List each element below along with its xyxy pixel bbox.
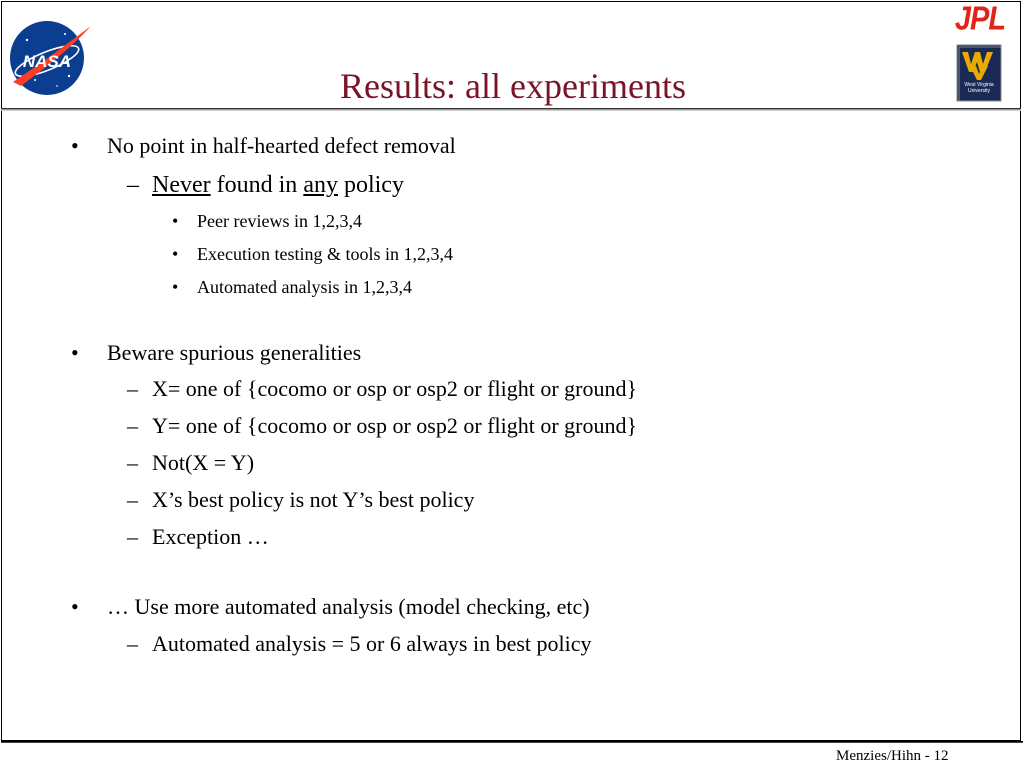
emphasis-never: Never [152, 172, 211, 198]
sub-sub-bullet-text: Peer reviews in 1,2,3,4 [197, 211, 362, 231]
bullet-marker: • [172, 244, 179, 264]
sub-bullet-text: Y= one of {cocomo or osp or osp2 or flight or ground} [152, 413, 638, 438]
sub-sub-bullet-text: Execution testing & tools in 1,2,3,4 [197, 244, 453, 264]
emphasis-any: any [303, 172, 338, 198]
wvu-logo-text: West Virginia University [964, 82, 994, 94]
jpl-logo: JPL [954, 0, 1006, 38]
sub-bullet-text: X= one of {cocomo or osp or osp2 or flight or ground} [152, 376, 638, 401]
bullet-marker: • [172, 211, 179, 231]
bullet-text: … Use more automated analysis (model checking, etc) [107, 594, 590, 619]
sub-bullet-text: Not(X = Y) [152, 450, 255, 475]
slide-bottom-rule [1, 741, 1023, 742]
bullet-marker: • [71, 340, 79, 365]
slide-footer: Menzies/Hihn - 12 [836, 748, 949, 764]
bullet-marker: • [172, 277, 179, 297]
bullet-marker: • [71, 133, 79, 158]
text-fragment: policy [337, 172, 404, 198]
bullet-text: Beware spurious generalities [107, 340, 362, 365]
dash-marker: – [127, 524, 138, 549]
slide-frame [1, 1, 1021, 741]
dash-marker: – [127, 172, 139, 198]
svg-text:NASA: NASA [22, 52, 72, 71]
sub-bullet-text: Exception … [152, 524, 269, 549]
bullet-marker: • [71, 594, 79, 619]
title-rule [1, 108, 1021, 109]
dash-marker: – [127, 631, 138, 656]
bullet-text: No point in half-hearted defect removal [107, 133, 456, 158]
dash-marker: – [127, 413, 138, 438]
dash-marker: – [127, 376, 138, 401]
dash-marker: – [127, 450, 138, 475]
text-fragment: found in [210, 172, 304, 198]
slide-title: Results: all experiments [340, 66, 686, 106]
sub-bullet-text [152, 171, 404, 199]
dash-marker: – [127, 487, 138, 512]
sub-sub-bullet-text: Automated analysis in 1,2,3,4 [197, 277, 412, 297]
sub-bullet-text: X’s best policy is not Y’s best policy [152, 487, 475, 512]
sub-bullet-text: Automated analysis = 5 or 6 always in best policy [152, 631, 592, 656]
